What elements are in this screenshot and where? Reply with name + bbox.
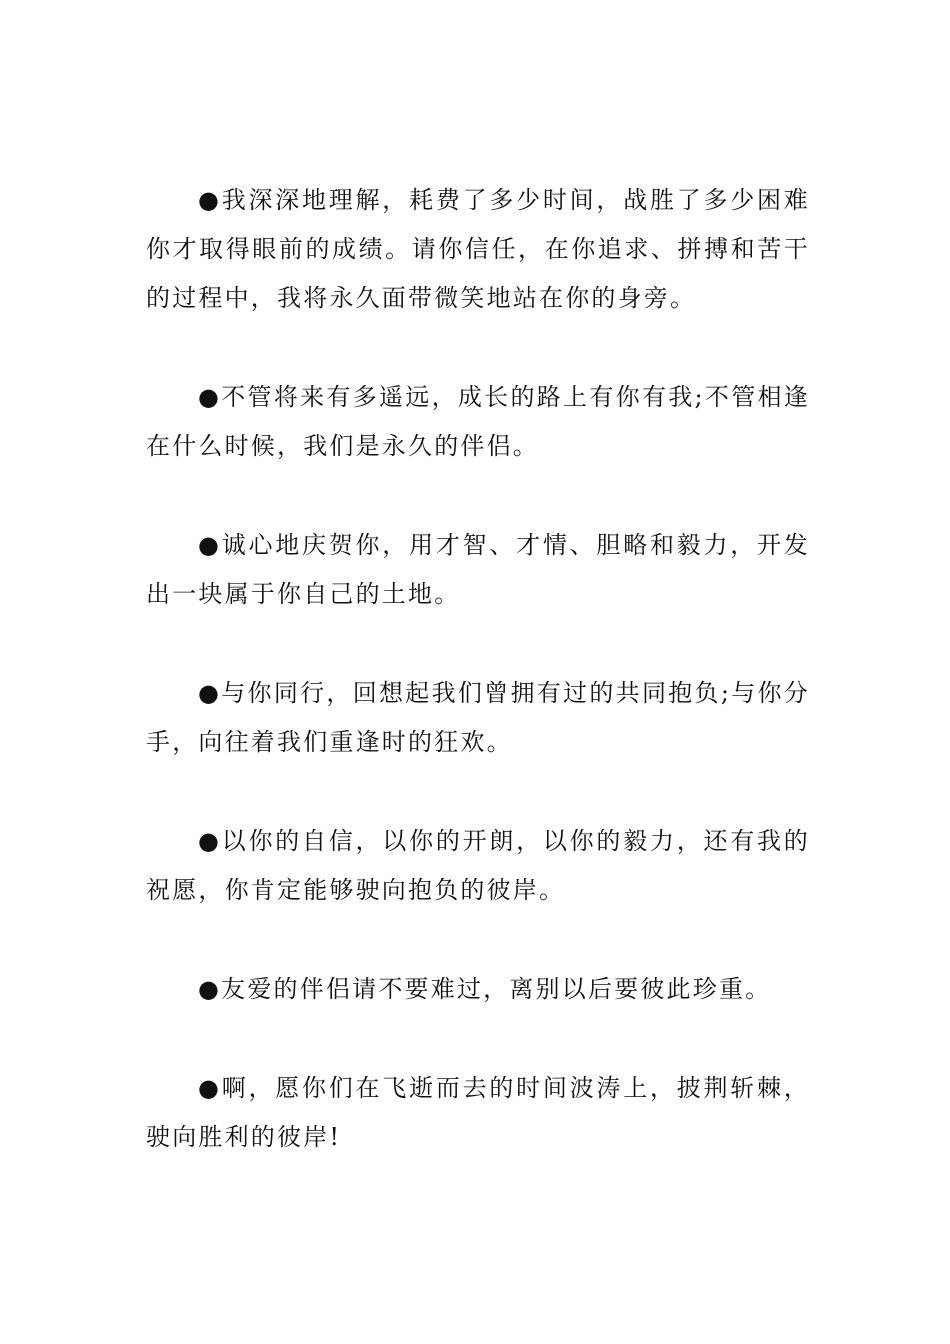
document-body (146, 176, 810, 1212)
paragraph-2: ●不管将来有多遥远，成长的路上有你有我;不管相逢在什么时候，我们是永久的伴侣。 (146, 383, 810, 460)
paragraph-3: ●诚心地庆贺你，用才智、才情、胆略和毅力，开发出一块属于你自己的土地。 (146, 531, 810, 608)
paragraph-7: ●啊，愿你们在飞逝而去的时间波涛上，披荆斩棘，驶向胜利的彼岸! (146, 1074, 810, 1151)
paragraph-4: ●与你同行，回想起我们曾拥有过的共同抱负;与你分手，向往着我们重逢时的狂欢。 (146, 679, 810, 756)
paragraph-5: ●以你的自信，以你的开朗，以你的毅力，还有我的祝愿，你肯定能够驶向抱负的彼岸。 (146, 827, 810, 904)
paragraph-1: ●我深深地理解，耗费了多少时间，战胜了多少困难你才取得眼前的成绩。请你信任，在你追求、拼搏和苦干的过程中，我将永久面带微笑地站在你的身旁。 (146, 186, 810, 312)
paragraph-6: ●友爱的伴侣请不要难过，离别以后要彼此珍重。 (198, 975, 772, 1003)
